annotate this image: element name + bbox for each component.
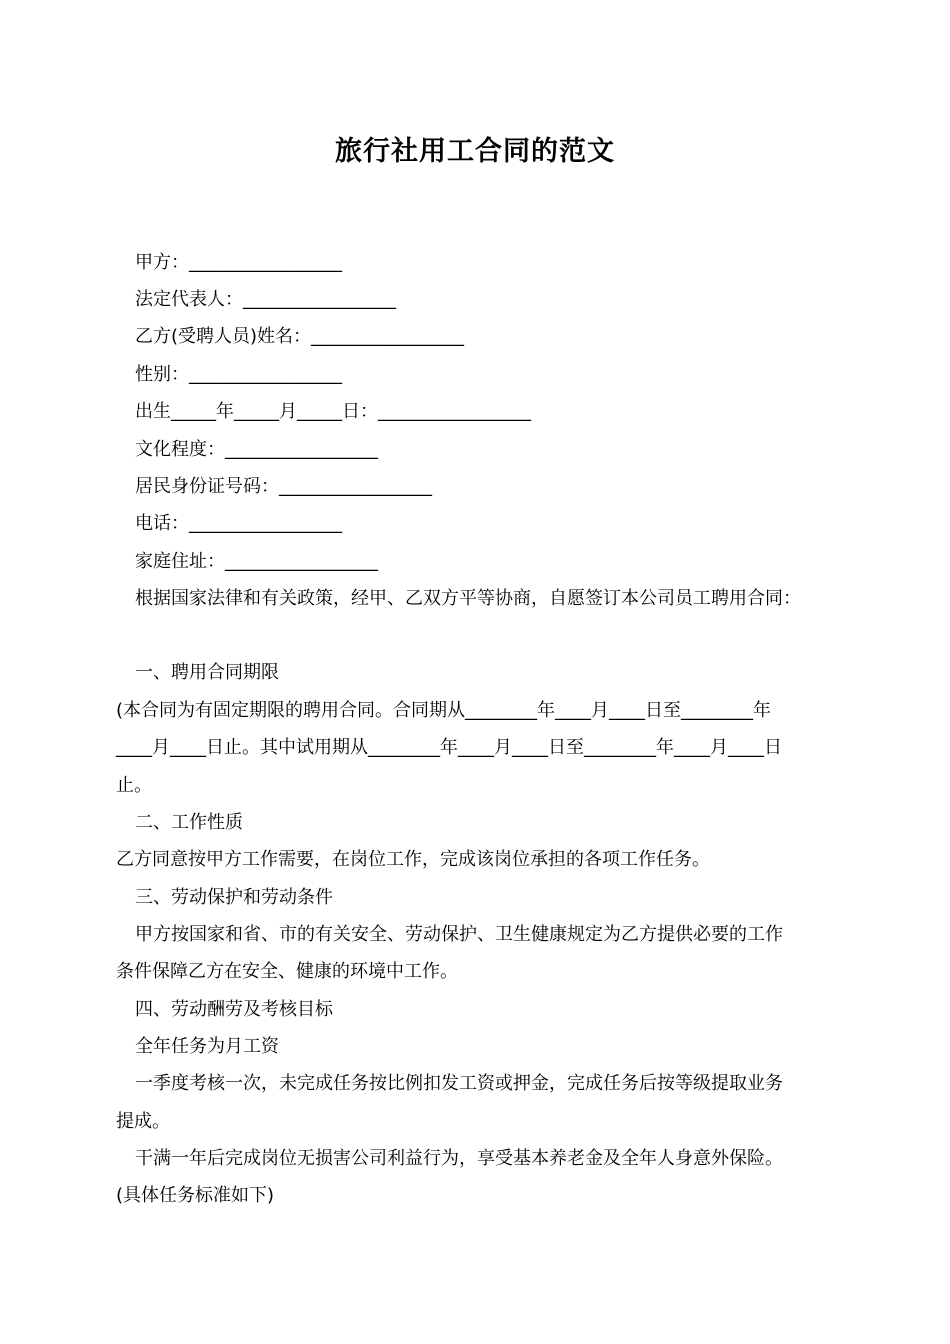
field-id-number: 居民身份证号码：_________________: [135, 476, 432, 497]
paragraph-line: 条件保障乙方在安全、健康的环境中工作。: [116, 961, 458, 982]
section-heading-2: 二、工作性质: [135, 812, 243, 833]
field-phone: 电话：_________________: [135, 513, 342, 534]
paragraph-line: (本合同为有固定期限的聘用合同。合同期从________年____月____日至________年: [116, 700, 772, 721]
field-gender: 性别：_________________: [135, 364, 342, 385]
paragraph-line: 乙方同意按甲方工作需要，在岗位工作，完成该岗位承担的各项工作任务。: [116, 849, 710, 870]
section-heading-1: 一、聘用合同期限: [135, 662, 279, 683]
paragraph-line: 全年任务为月工资: [135, 1036, 279, 1057]
paragraph-line: 甲方按国家和省、市的有关安全、劳动保护、卫生健康规定为乙方提供必要的工作: [135, 924, 783, 945]
field-party-a: 甲方：_________________: [135, 252, 342, 273]
field-home-address: 家庭住址：_________________: [135, 551, 378, 572]
field-legal-representative: 法定代表人：_________________: [135, 289, 396, 310]
paragraph-line: 干满一年后完成岗位无损害公司利益行为，享受基本养老金及全年人身意外保险。: [135, 1148, 783, 1169]
preamble-paragraph: 根据国家法律和有关政策，经甲、乙双方平等协商，自愿签订本公司员工聘用合同：: [135, 588, 801, 609]
field-education: 文化程度：_________________: [135, 439, 378, 460]
section-heading-4: 四、劳动酬劳及考核目标: [135, 999, 333, 1020]
paragraph-line: 提成。: [116, 1111, 170, 1132]
paragraph-line: 一季度考核一次，未完成任务按比例扣发工资或押金，完成任务后按等级提取业务: [135, 1073, 783, 1094]
field-party-b-name: 乙方(受聘人员)姓名：_________________: [135, 326, 465, 347]
document-title: 旅行社用工合同的范文: [335, 136, 615, 167]
section-heading-3: 三、劳动保护和劳动条件: [135, 887, 333, 908]
paragraph-line: 止。: [116, 775, 152, 796]
field-birth-date: 出生_____年_____月_____日：_________________: [135, 401, 531, 422]
paragraph-line: (具体任务标准如下): [116, 1185, 275, 1206]
paragraph-line: ____月____日止。其中试用期从________年____月____日至________年____月____日: [116, 737, 782, 758]
